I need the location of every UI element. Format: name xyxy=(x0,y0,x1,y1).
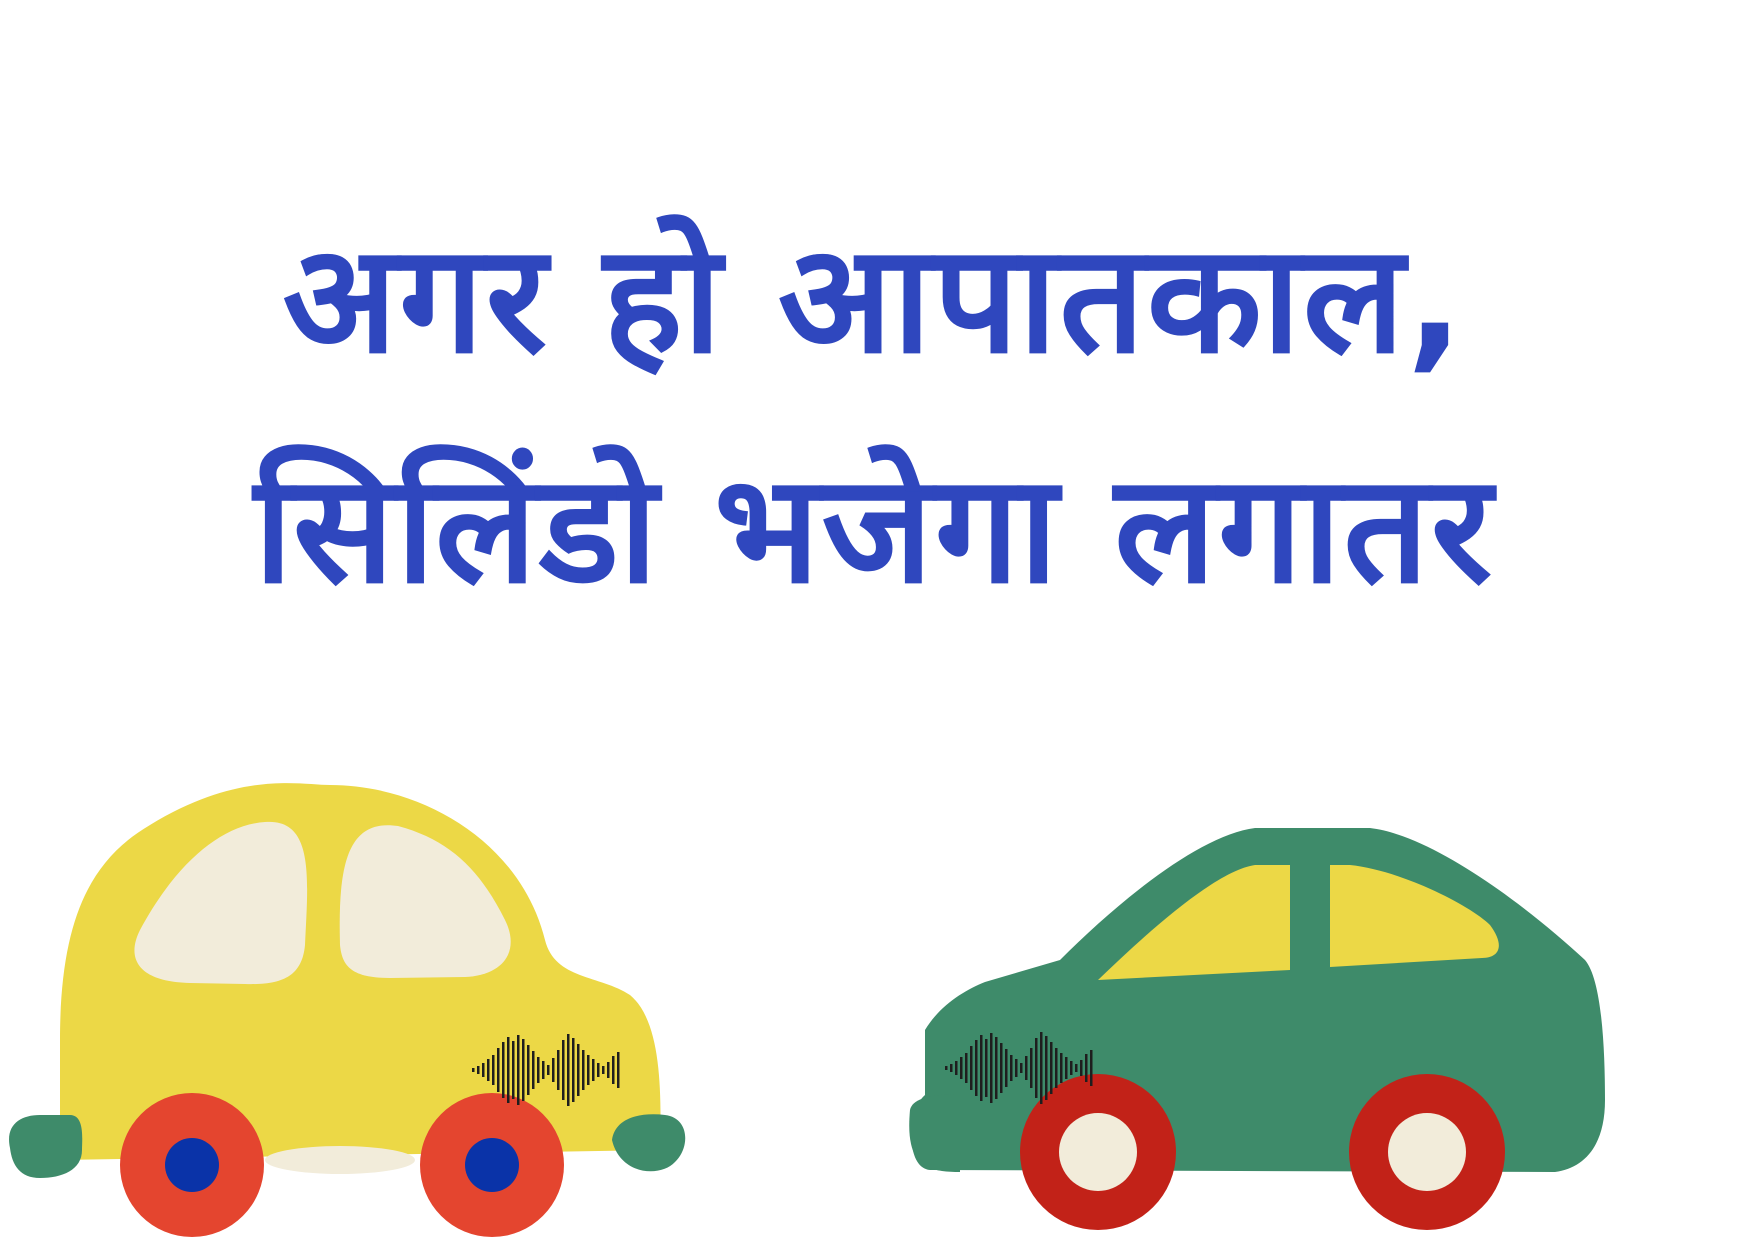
sound-wave-bar xyxy=(1000,1043,1003,1093)
sound-wave-bar xyxy=(1045,1036,1048,1100)
sound-wave-bar xyxy=(512,1041,515,1099)
sound-wave-bar xyxy=(502,1042,505,1098)
sound-wave-bar xyxy=(1050,1042,1053,1094)
sound-wave-bar xyxy=(532,1051,535,1089)
headline-line-1: अगर हो आपातकाल, xyxy=(282,213,1466,387)
sound-wave-bar xyxy=(582,1050,585,1090)
sound-wave-bar xyxy=(1020,1063,1023,1073)
green-car-hub-front xyxy=(1388,1113,1466,1191)
sound-wave-bar xyxy=(1060,1053,1063,1083)
sound-wave-bar xyxy=(517,1035,520,1105)
sound-wave-bar xyxy=(1085,1054,1088,1082)
sound-wave-bar xyxy=(482,1063,485,1077)
sound-wave-bar xyxy=(567,1034,570,1106)
yellow-car-underbody xyxy=(265,1146,415,1174)
sound-wave-bar xyxy=(1080,1060,1083,1076)
yellow-car-hub-rear xyxy=(165,1138,219,1192)
sound-wave-bar xyxy=(587,1055,590,1085)
sound-wave-bar xyxy=(577,1044,580,1096)
sound-wave-bar xyxy=(572,1038,575,1102)
sound-wave-bar xyxy=(1035,1038,1038,1098)
sound-wave-bar xyxy=(552,1058,555,1082)
sound-wave-bar xyxy=(497,1048,500,1092)
sound-wave-bar xyxy=(985,1039,988,1097)
sound-wave-bar xyxy=(607,1062,610,1078)
sound-wave-bar xyxy=(597,1063,600,1077)
sound-wave-bar xyxy=(527,1045,530,1095)
sound-wave-bar xyxy=(980,1035,983,1101)
sound-wave-bar xyxy=(537,1057,540,1083)
sound-wave-bar xyxy=(557,1050,560,1090)
sound-wave-bar xyxy=(965,1053,968,1083)
sound-wave-bar xyxy=(542,1061,545,1079)
green-car xyxy=(909,828,1605,1230)
sound-wave-bar xyxy=(1070,1061,1073,1075)
sound-wave-bar xyxy=(1030,1048,1033,1088)
sound-wave-bar xyxy=(950,1064,953,1072)
sound-wave-bar xyxy=(970,1046,973,1090)
sound-wave-bar xyxy=(492,1055,495,1085)
sound-wave-bar xyxy=(547,1065,550,1075)
sound-wave-bar xyxy=(960,1057,963,1079)
sound-wave-bar xyxy=(1075,1064,1078,1072)
sound-wave-bar xyxy=(975,1040,978,1096)
sound-wave-bar xyxy=(1090,1050,1093,1086)
sound-wave-bar xyxy=(592,1059,595,1081)
sound-wave-bar xyxy=(1005,1049,1008,1087)
headline-line-2: सिलिंडो भजेगा लगातर xyxy=(253,443,1495,617)
sound-wave-bar xyxy=(507,1037,510,1103)
sound-wave-bar xyxy=(477,1066,480,1074)
sound-wave-bar xyxy=(602,1066,605,1074)
sound-wave-bar xyxy=(1055,1048,1058,1088)
yellow-car-bumper-front xyxy=(612,1114,685,1171)
sound-wave-bar xyxy=(945,1066,948,1070)
yellow-car xyxy=(9,783,685,1237)
green-car-hub-rear xyxy=(1059,1113,1137,1191)
yellow-car-bumper-rear xyxy=(9,1115,82,1178)
sound-wave-bar xyxy=(995,1037,998,1099)
sound-wave-bar xyxy=(1010,1055,1013,1081)
sound-wave-bar xyxy=(612,1056,615,1084)
sound-wave-bar xyxy=(487,1059,490,1081)
sound-wave-bar xyxy=(1025,1056,1028,1080)
sound-wave-bar xyxy=(617,1052,620,1088)
cars-illustration xyxy=(0,760,1748,1240)
sound-wave-bar xyxy=(1065,1057,1068,1079)
sound-wave-bar xyxy=(562,1040,565,1100)
sound-wave-bar xyxy=(522,1039,525,1101)
sound-wave-bar xyxy=(955,1061,958,1075)
sound-wave-bar xyxy=(1015,1059,1018,1077)
sound-wave-bar xyxy=(472,1068,475,1072)
sound-wave-bar xyxy=(990,1033,993,1103)
sound-wave-bar xyxy=(1040,1032,1043,1104)
yellow-car-hub-front xyxy=(465,1138,519,1192)
